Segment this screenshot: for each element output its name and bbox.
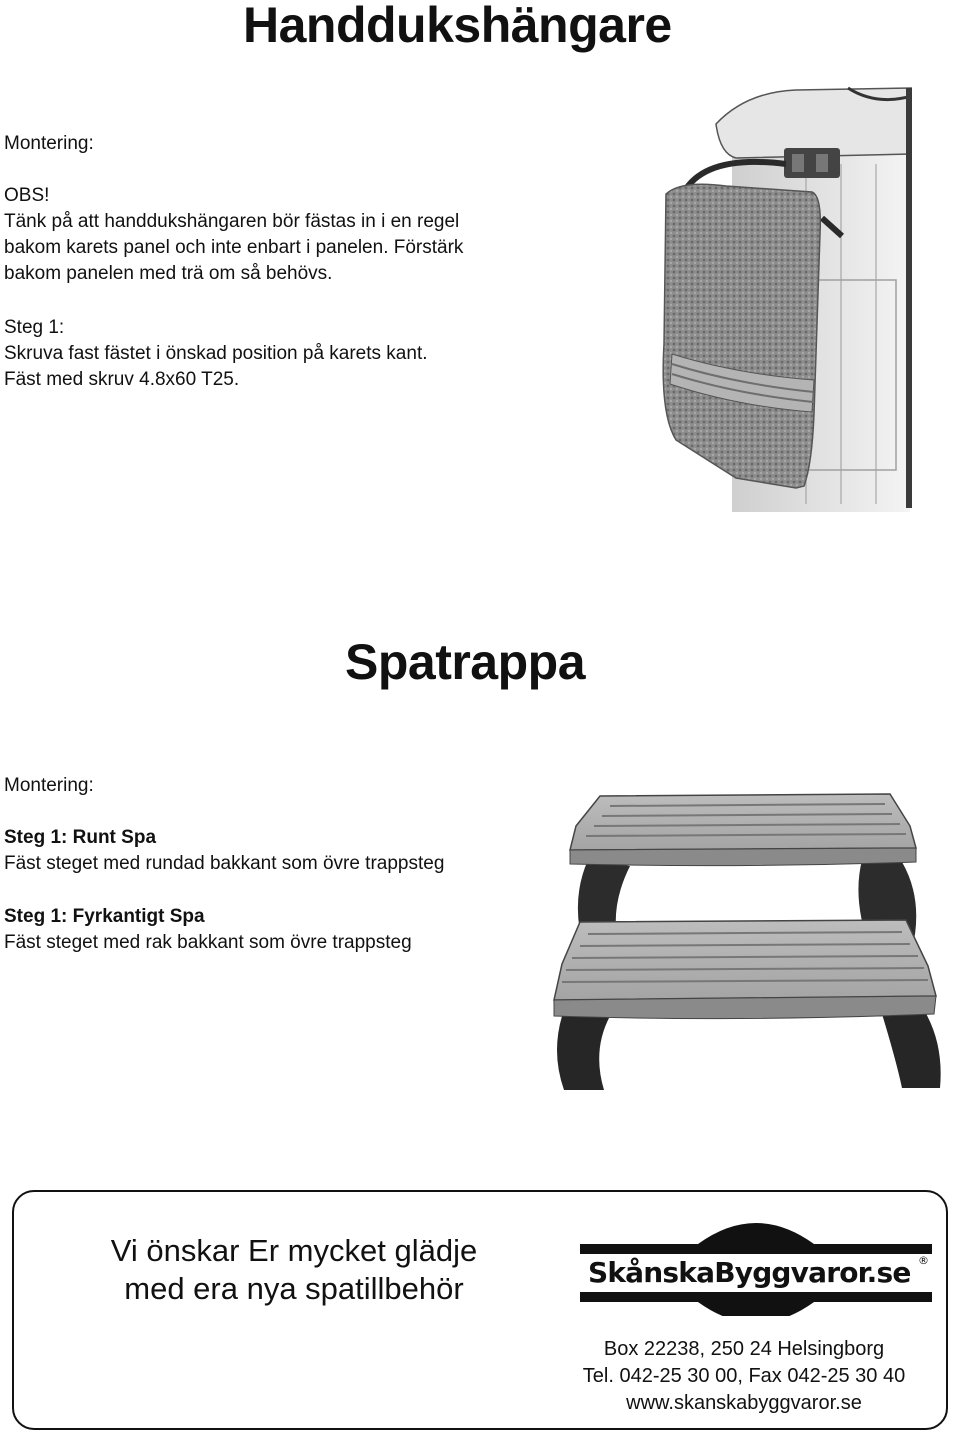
footer-box (12, 1190, 948, 1430)
step-line: Fäst steget med rak bakkant som övre trappsteg (4, 932, 412, 953)
round-spa-step-block (4, 825, 444, 877)
step-label: Steg 1: Runt Spa (4, 827, 157, 848)
logo-text: SkånskaByggvaror.se (588, 1256, 911, 1289)
address: Box 22238, 250 24 Helsingborg (603, 1338, 885, 1360)
notice-block (4, 183, 463, 287)
towel-step-block (4, 315, 428, 393)
notice-label: OBS! (4, 185, 50, 206)
website-link[interactable]: www.skanskabyggvaror.se (626, 1392, 862, 1414)
page-title-towel-rack: Handdukshängare (243, 0, 672, 53)
notice-line: bakom panelen med trä om så behövs. (4, 263, 333, 284)
square-spa-step-block (4, 904, 412, 956)
step-label: Steg 1: Fyrkantigt Spa (4, 906, 205, 927)
company-logo (578, 1210, 934, 1316)
slogan (14, 1232, 574, 1308)
step-line: Skruva fast fästet i önskad position på karets kant. (4, 343, 428, 364)
slogan-line: med era nya spatillbehör (124, 1271, 464, 1306)
step-line: Fäst steget med rundad bakkant som övre trappsteg (4, 853, 445, 874)
contact-info (554, 1336, 934, 1417)
notice-line: bakom karets panel och inte enbart i panelen. Förstärk (4, 237, 464, 258)
notice-line: Tänk på att handdukshängaren bör fästas in i en regel (4, 211, 460, 232)
registered-mark: ® (918, 1254, 929, 1267)
spa-steps-photo (540, 770, 960, 1100)
towel-rack-photo (636, 84, 912, 512)
mounting-label: Montering: (4, 775, 94, 796)
page-title-spa-steps: Spatrappa (345, 634, 586, 690)
slogan-line: Vi önskar Er mycket glädje (110, 1233, 478, 1268)
step-line: Fäst med skruv 4.8x60 T25. (4, 369, 240, 390)
step-label: Steg 1: (4, 317, 65, 338)
phone: Tel. 042-25 30 00, Fax 042-25 30 40 (582, 1365, 906, 1387)
mounting-label: Montering: (4, 133, 94, 154)
